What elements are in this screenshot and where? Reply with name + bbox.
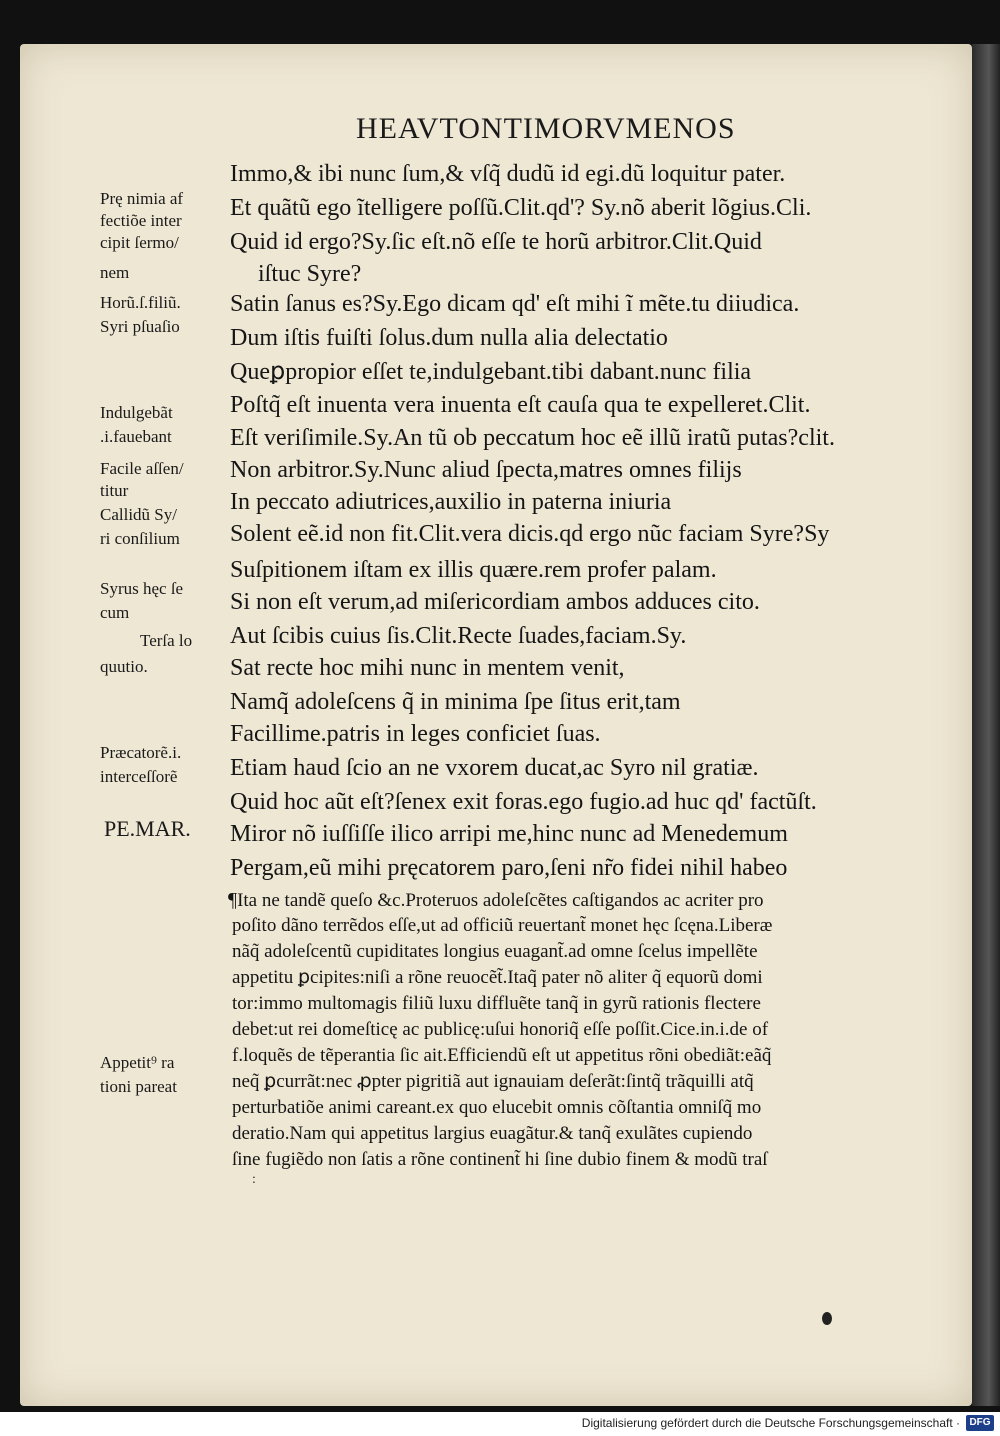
- marginal-gloss: Indulgebãt: [100, 403, 173, 422]
- commentary-line: poſito dãno terrẽdos eſſe,ut ad officiũ reuertant̃ monet hęc ſcęna.Liberæ: [232, 915, 773, 936]
- commentary-text: Ita ne tandẽ queſo &c.Proteruos adoleſcẽtes caſtigandos ac acriter pro: [237, 890, 764, 911]
- text-line: Pergam,eũ mihi pręcatorem paro,ſeni nr̃o fidei nihil habeo: [230, 855, 788, 881]
- text-line: Et quãtũ ego ĩtelligere poſſũ.Clit.qd'? Sy.nõ aberit lõgius.Cli.: [230, 195, 812, 221]
- text-line: iſtuc Syre?: [258, 261, 362, 287]
- text-line: Queꝑpropior eſſet te,indulgebant.tibi dabant.nunc filia: [230, 359, 752, 385]
- marginal-gloss: Facile aſſen/: [100, 459, 184, 478]
- marginal-gloss: Syrus hęc ſe: [100, 579, 184, 598]
- commentary-line: appetitu ꝑcipites:niſi a rõne reuocẽt̃.Itaq̃ pater nõ aliter q̃ equorũ domi: [232, 967, 763, 988]
- paragraph-mark: ¶: [228, 889, 238, 911]
- text-line: Facillime.patris in leges conficiet ſuas.: [230, 721, 601, 747]
- ink-blot: [822, 1312, 832, 1325]
- commentary-line: tor:immo multomagis filiũ luxu diffluẽte tanq̃ in gyrũ rationis flectere: [232, 993, 761, 1014]
- marginal-gloss: ri conſilium: [100, 529, 180, 548]
- marginal-gloss: nem: [100, 263, 130, 282]
- text-line: Aut ſcibis cuius ſis.Clit.Recte ſuades,faciam.Sy.: [230, 623, 687, 649]
- commentary-line: deratio.Nam qui appetitus largius euagãtur.& tanq̃ exulãtes cupiendo: [232, 1123, 753, 1144]
- text-line: In peccato adiutrices,auxilio in paterna iniuria: [230, 489, 672, 515]
- commentary-line: f.loquẽs de tẽperantia ſic ait.Efficiendũ eſt ut appetitus rõni obediãt:eãq̃: [232, 1045, 772, 1066]
- marginal-gloss: tioni pareat: [100, 1077, 177, 1096]
- text-line: Quid id ergo?Sy.ſic eſt.nõ eſſe te horũ arbitror.Clit.Quid: [230, 229, 762, 255]
- text-line: Immo,& ibi nunc ſum,& vſq̃ dudũ id egi.dũ loquitur pater.: [230, 161, 786, 187]
- running-head: HEAVTONTIMORVMENOS: [356, 112, 736, 145]
- marginal-gloss: cipit ſermo/: [100, 233, 179, 252]
- commentary-line: neq̃ ꝑcurrãt:nec ꝓpter pigritiã aut ignauiam deſerãt:ſintq̃ trãquilli atq̃: [232, 1071, 754, 1092]
- text-line: Etiam haud ſcio an ne vxorem ducat,ac Syro nil gratiæ.: [230, 755, 759, 781]
- footer-credit: Digitalisierung gefördert durch die Deutsche Forschungsgemeinschaft ·: [581, 1416, 960, 1430]
- commentary-line: ſine fugiẽdo non ſatis a rõne continent̃ hi ſine dubio finem & modũ traſ: [232, 1149, 768, 1170]
- text-line: Sat recte hoc mihi nunc in mentem venit,: [230, 655, 625, 681]
- commentary-line: nãq̃ adoleſcentũ cupiditates longius euagant̃.ad omne ſcelus impellẽte: [232, 941, 758, 962]
- text-line: Namq̃ adoleſcens q̃ in minima ſpe ſitus erit,tam: [230, 689, 681, 715]
- text-line: Satin ſanus es?Sy.Ego dicam qd' eſt mihi ĩ mẽte.tu diiudica.: [230, 291, 800, 317]
- text-line: Eſt veriſimile.Sy.An tũ ob peccatum hoc eẽ illũ iratũ putas?clit.: [230, 425, 835, 451]
- marginal-gloss: cum: [100, 603, 130, 622]
- text-line: Solent eẽ.id non fit.Clit.vera dicis.qd ergo nũc faciam Syre?Sy: [230, 521, 830, 547]
- marginal-gloss: Horũ.ſ.filiũ.: [100, 293, 181, 312]
- decorative-mark: :: [252, 1172, 256, 1187]
- text-line: Poſtq̃ eſt inuenta vera inuenta eſt cauſa qua te expelleret.Clit.: [230, 392, 811, 418]
- text-line: Dum iſtis fuiſti ſolus.dum nulla alia delectatio: [230, 325, 668, 351]
- marginal-gloss: Syri pſuaſio: [100, 317, 180, 336]
- marginal-gloss: Præcatorẽ.i.: [100, 743, 182, 762]
- dfg-logo-icon: DFG: [966, 1415, 994, 1431]
- marginal-gloss: fectiõe inter: [100, 211, 182, 230]
- marginal-gloss: Terſa lo: [140, 631, 193, 650]
- footer-bar: [0, 1412, 1000, 1436]
- marginal-gloss: .i.fauebant: [100, 427, 172, 446]
- commentary-line: debet:ut rei domeſticę ac publicę:uſui honoriq̃ eſſe poſſit.Cice.in.i.de of: [232, 1019, 769, 1040]
- commentary-line: [228, 890, 764, 910]
- marginal-gloss: interceſſorẽ: [100, 767, 178, 786]
- marginal-gloss: Callidũ Sy/: [100, 505, 177, 524]
- commentary-line: perturbatiõe animi careant.ex quo elucebit omnis cõſtantia omniſq̃ mo: [232, 1097, 762, 1118]
- page-edge: [972, 44, 1000, 1406]
- marginal-gloss: titur: [100, 481, 129, 500]
- text-line: Si non eſt verum,ad miſericordiam ambos adduces cito.: [230, 589, 760, 615]
- text-line: Suſpitionem iſtam ex illis quære.rem profer palam.: [230, 557, 717, 583]
- marginal-gloss: quutio.: [100, 657, 148, 676]
- text-line: Miror nõ iuſſiſſe ilico arripi me,hinc nunc ad Menedemum: [230, 821, 788, 847]
- text-line: Quid hoc aũt eſt?ſenex exit foras.ego fugio.ad huc qd' factũſt.: [230, 789, 817, 815]
- text-line: Non arbitror.Sy.Nunc aliud ſpecta,matres omnes filijs: [230, 457, 742, 483]
- speaker-label: PE.MAR.: [104, 816, 191, 841]
- marginal-gloss: Appetit⁹ ra: [100, 1053, 175, 1072]
- marginal-gloss: Prę nimia af: [100, 189, 184, 208]
